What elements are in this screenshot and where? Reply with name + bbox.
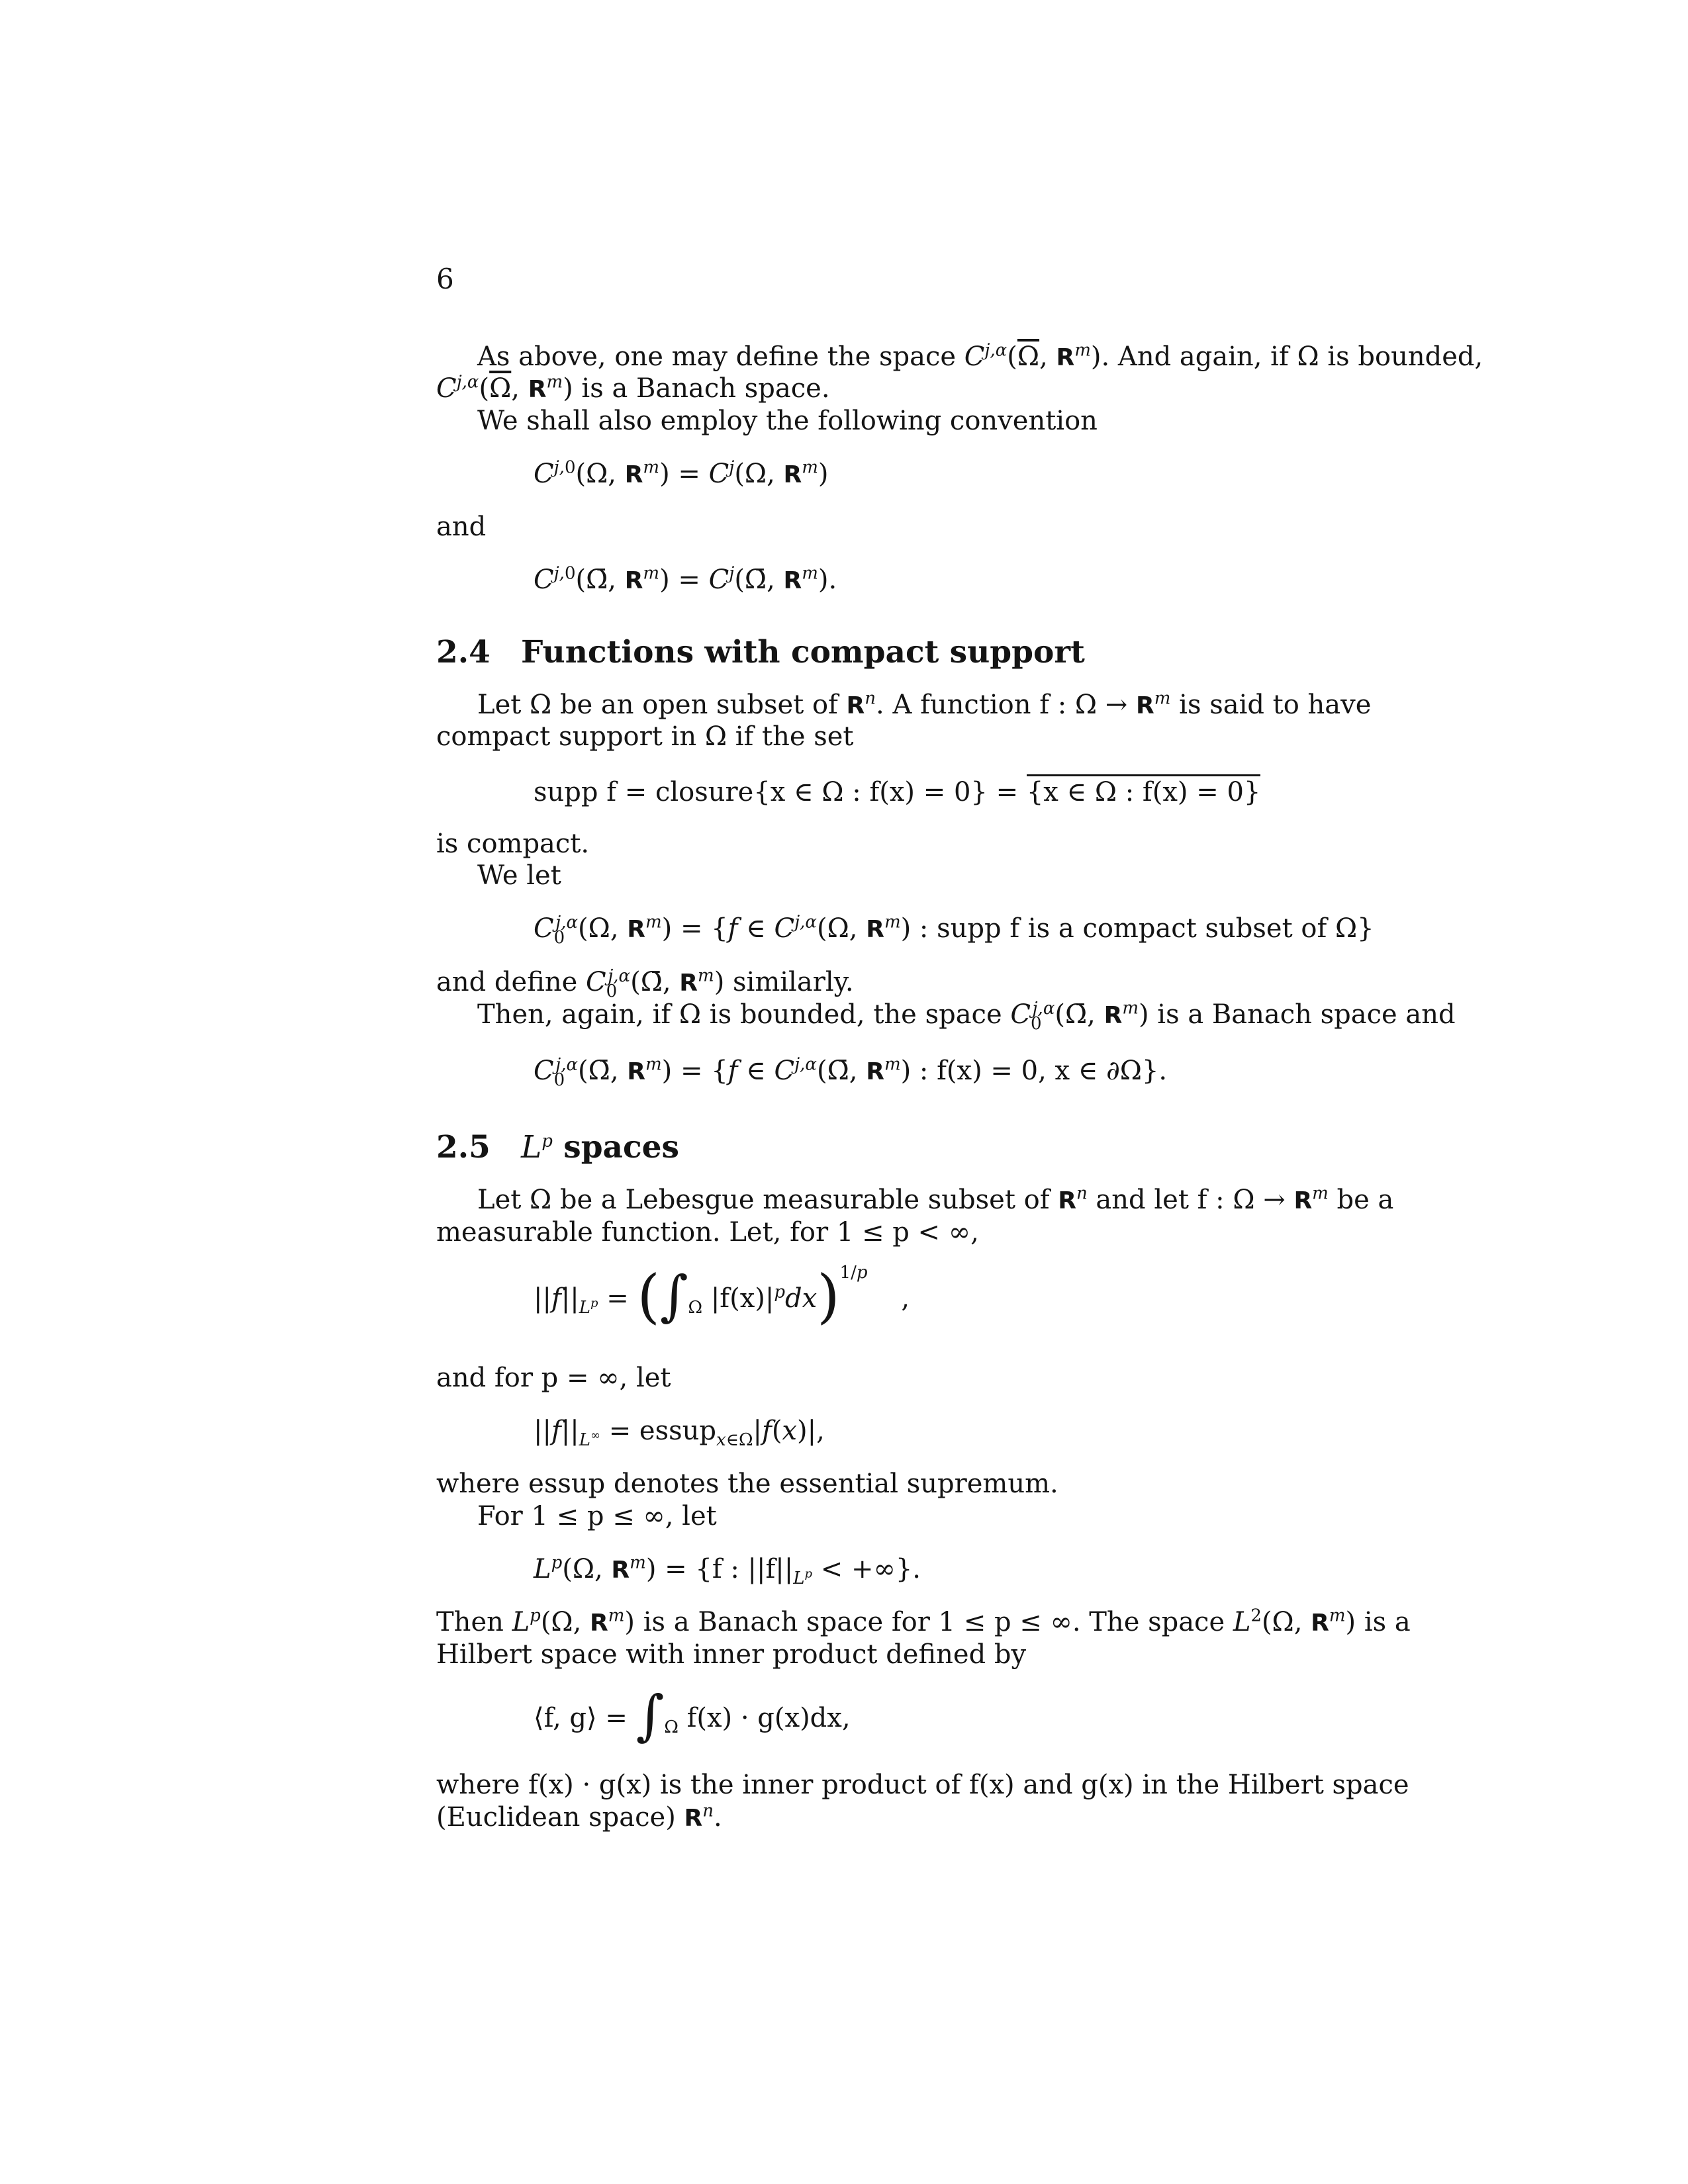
text-span: is said to have (1170, 690, 1372, 720)
paragraph-line: Then, again, if Ω is bounded, the space $C_0^{j,\alpha}(\Omegā$, $R^m$) is a Banach space and (477, 998, 1456, 1034)
text-span: Then, again, if Ω is bounded, the space (477, 999, 1011, 1030)
paragraph-line: compact support in Ω if the set (436, 721, 854, 752)
paragraph-line: Hilbert space with inner product defined by (436, 1639, 1027, 1670)
paragraph-line: Let Ω be a Lebesgue measurable subset of $R^n$ and let f : $\Omega \to R^m$ be a (477, 1183, 1394, 1215)
equation: C$^{j,0}$(Ω, $R^m) = C^j(\Omega$, $R^m$) (534, 457, 829, 489)
equation (534, 774, 1468, 808)
text-span: is a Banach space and (1149, 999, 1456, 1030)
section-heading (436, 634, 1085, 671)
paragraph-line: (Euclidean space) $R^n$. (436, 1801, 722, 1833)
paragraph-line: is compact. (436, 829, 590, 859)
paragraph-line: and define $C_0^{j,\alpha}(\Omegā$, $R^m$) similarly. (436, 966, 854, 1001)
text-span: (Euclidean space) (436, 1802, 684, 1833)
text-span: : supp f is a compact subset of Ω} (911, 913, 1374, 944)
paragraph-line (477, 405, 1371, 437)
closure-bar: {x ∈ Ω : f(x) = 0} (1027, 774, 1261, 807)
paragraph-line: where f(x) · g(x) is the inner product of f(x) and g(x) in the Hilbert space (436, 1770, 1409, 1800)
section-number: 2.4 (436, 634, 491, 670)
text-span: : f(x) = 0, x ∈ ∂Ω}. (911, 1056, 1168, 1086)
text-span: Let Ω be a Lebesgue measurable subset of (477, 1185, 1058, 1215)
paragraph-line: Let Ω be an open subset of $R^n$. A function f : $\Omega \to R^m$ is said to have (477, 688, 1372, 720)
text-span: We shall also employ the following convention (477, 406, 1098, 436)
text-span: . And again, if Ω is bounded, (1101, 341, 1483, 372)
paragraph-line: and for p = ∞, let (436, 1363, 671, 1393)
text-span: Let Ω be an open subset of (477, 690, 847, 720)
paragraph-line: We let (477, 860, 561, 891)
text-span: |f(x)| (710, 1283, 774, 1314)
text-span: . A function f : Ω → (876, 690, 1137, 720)
equation: ⟨f, g⟩ = $\int_\Omega$ f(x) · g(x)dx, (534, 1684, 851, 1747)
paragraph-line: $C^{j,\alpha}(\overline{\Omega}$, $R^m$) is a Banach space. (436, 372, 830, 404)
paragraph-line: For 1 ≤ p ≤ ∞, let (477, 1501, 717, 1531)
paragraph-line: Then $L^p(\Omega$, $R^m$) is a Banach space for 1 ≤ p ≤ ∞. The space $L^2(\Omega$, $R^m$) is a (436, 1606, 1411, 1637)
page-number: 6 (436, 263, 454, 295)
paragraph-line: where essup denotes the essential supremum. (436, 1469, 1058, 1499)
equation: $L^p(\Omega$, $R^m) = \{f$ : $||f||_{L^p}$ < +∞}. (534, 1553, 921, 1588)
text-span: is a (1356, 1607, 1411, 1637)
section-title: spaces (552, 1129, 679, 1165)
text-span: = {f : ||f|| (656, 1554, 794, 1584)
equation: $||f||_{L^p} = (\int_\Omega$ $|f(x)|^pdx)^{1/p}$ , (534, 1262, 910, 1330)
paragraph-line: As above, one may define the space $C^{j,\alpha}(\overline{\Omega}$, $R^m$). And again, if Ω is bounded, (477, 340, 1483, 372)
paragraph-line: measurable function. Let, for 1 ≤ p < ∞, (436, 1217, 979, 1248)
equation: $||f||_{L^\infty}$ = essup$_{x\in\Omega}$|f(x)|, (534, 1416, 825, 1450)
section-number: 2.5 (436, 1129, 491, 1165)
equation: C$^{j,0}$(Ω̄, $R^m$) = $C^j(\Omegā$, $R^m$). (534, 563, 837, 595)
equation: $C_0^{j,\alpha}(\Omegā$, $R^m) = \{f$ ∈ $C^{j,\alpha}(\Omegā$, $R^m$) : f(x) = 0, x ∈ ∂Ω}. (534, 1054, 1168, 1090)
text-span: and let f : Ω → (1087, 1185, 1294, 1215)
text-span: supp f = closure{x ∈ Ω : f(x) = 0} = (534, 777, 1027, 807)
text-span: f(x) · g(x)dx, (678, 1703, 851, 1733)
text-span: Then (436, 1607, 512, 1637)
text-span: is a Banach space. (573, 373, 830, 404)
text-span: . (714, 1802, 722, 1833)
text-span: is a Banach space for 1 ≤ p ≤ ∞. The space (635, 1607, 1233, 1637)
text-span: ⟨f, g⟩ = (534, 1703, 636, 1733)
section-heading: 2.5 $L^p$ spaces (436, 1129, 679, 1165)
text-span: similarly. (724, 967, 854, 997)
text-span: be a (1328, 1185, 1394, 1215)
text-span: As above, one may define the space (477, 341, 964, 372)
paragraph-line: and (436, 512, 487, 542)
text-span: = essup (600, 1416, 717, 1446)
text-span: and define (436, 967, 586, 997)
section-title: Functions with compact support (521, 634, 1085, 670)
equation: $C_0^{j,\alpha}(\Omega$, $R^m) = \{f$ ∈ $C^{j,\alpha}(\Omega$, $R^m$) : supp f is a compact subset of Ω} (534, 912, 1374, 948)
